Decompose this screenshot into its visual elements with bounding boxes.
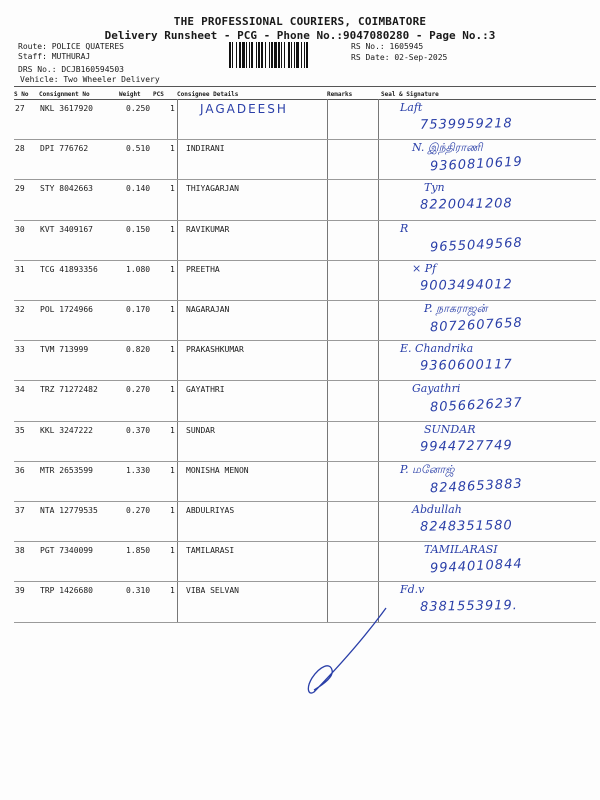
row-pcs: 1 — [170, 385, 175, 395]
row-consignee: INDIRANI — [186, 144, 225, 154]
row-divider — [14, 220, 596, 221]
col-header-consignment: Consignment No — [39, 91, 90, 98]
row-consignment-no: TCG 41893356 — [40, 264, 98, 274]
staff-label: Staff: MUTHURAJ — [18, 52, 91, 61]
row-consignment-no: DPI 776762 — [40, 144, 89, 154]
row-consignee: SUNDAR — [186, 425, 215, 435]
row-divider — [14, 421, 596, 422]
row-consignment-no: NTA 12779535 — [40, 506, 98, 515]
row-weight: 1.850 — [126, 546, 151, 556]
row-consignee: ABDULRIYAS — [186, 506, 235, 515]
row-divider — [14, 581, 596, 582]
signature-name: × Pf — [412, 261, 437, 275]
signature-phone: 9944727749 — [419, 437, 513, 455]
row-consignee: THIYAGARJAN — [186, 184, 239, 194]
row-pcs: 1 — [170, 546, 175, 556]
row-divider — [14, 501, 596, 502]
drs-number: DRS No.: DCJB160594503 — [18, 65, 124, 74]
row-weight: 0.510 — [126, 144, 151, 154]
signature-name: P. நாகராஜன் — [424, 302, 488, 315]
row-sno: 32 — [15, 305, 25, 314]
row-sno: 35 — [15, 425, 25, 435]
signature-phone: 8248653883 — [429, 476, 524, 497]
row-consignment-no: KVT 3409167 — [40, 224, 93, 234]
signature-phone: 9360600117 — [419, 357, 513, 374]
row-weight: 0.310 — [126, 586, 151, 596]
row-weight: 1.080 — [126, 264, 151, 274]
row-weight: 0.170 — [126, 305, 151, 314]
table-top-border — [14, 86, 596, 87]
row-pcs: 1 — [170, 465, 175, 475]
signature-phone: 7539959218 — [419, 116, 513, 133]
row-consignment-no: TVM 713999 — [40, 345, 89, 355]
signature-name: Tyn — [424, 181, 445, 195]
row-weight: 1.330 — [126, 465, 151, 475]
row-weight: 0.270 — [126, 506, 151, 515]
signature-phone: 9360810619 — [429, 154, 524, 175]
row-sno: 33 — [15, 345, 25, 355]
row-consignment-no: TRZ 71272482 — [40, 385, 98, 395]
row-sno: 34 — [15, 385, 25, 395]
row-pcs: 1 — [170, 586, 175, 596]
row-sno: 36 — [15, 465, 25, 475]
signature-name: TAMILARASI — [424, 543, 498, 557]
signature-name: N. இந்திராணி — [412, 141, 483, 155]
row-divider — [14, 139, 596, 140]
row-divider — [14, 300, 596, 301]
row-sno: 27 — [15, 104, 25, 113]
rs-date: RS Date: 02-Sep-2025 — [351, 53, 448, 62]
row-pcs: 1 — [170, 104, 175, 113]
row-weight: 0.270 — [126, 385, 151, 395]
row-pcs: 1 — [170, 506, 175, 515]
row-consignment-no: NKL 3617920 — [40, 104, 93, 113]
document-subtitle: Delivery Runsheet - PCG - Phone No.:9047080280 - Page No.:3 — [104, 29, 496, 42]
row-consignment-no: STY 8042663 — [40, 184, 93, 194]
row-divider — [14, 260, 596, 261]
column-divider — [177, 99, 178, 622]
row-consignee: PRAKASHKUMAR — [186, 345, 244, 355]
row-sno: 31 — [15, 264, 25, 274]
col-header-pcs: PCS — [153, 91, 164, 98]
row-sno: 29 — [15, 184, 25, 194]
col-header-consignee: Consignee Details — [177, 91, 239, 98]
col-header-sno: S No — [14, 91, 29, 98]
signature-phone: 8220041208 — [419, 196, 513, 214]
handwritten-consignee: JAGADEESH — [200, 102, 288, 116]
driver-signature — [290, 600, 400, 700]
row-pcs: 1 — [170, 144, 175, 154]
signature-name: Gayathri — [412, 382, 461, 396]
row-divider — [14, 179, 596, 180]
rs-number: RS No.: 1605945 — [351, 42, 424, 51]
row-sno: 39 — [15, 586, 25, 596]
signature-phone: 8072607658 — [429, 315, 524, 336]
route-label: Route: POLICE QUATERES — [18, 42, 124, 51]
row-consignment-no: POL 1724966 — [40, 305, 93, 314]
row-consignee: PREETHA — [186, 264, 220, 274]
row-weight: 0.150 — [126, 224, 151, 234]
row-consignment-no: MTR 2653599 — [40, 465, 93, 475]
col-header-seal: Seal & Signature — [381, 91, 439, 98]
row-consignee: NAGARAJAN — [186, 305, 230, 314]
row-consignment-no: PGT 7340099 — [40, 546, 93, 556]
row-sno: 38 — [15, 546, 25, 556]
signature-phone: 9003494012 — [419, 276, 513, 294]
row-weight: 0.250 — [126, 104, 151, 113]
signature-name: SUNDAR — [424, 422, 476, 436]
row-divider — [14, 340, 596, 341]
row-weight: 0.370 — [126, 425, 151, 435]
row-sno: 30 — [15, 224, 25, 234]
row-pcs: 1 — [170, 184, 175, 194]
signature-phone: 9655049568 — [429, 235, 524, 256]
row-divider — [14, 461, 596, 462]
row-pcs: 1 — [170, 345, 175, 355]
row-pcs: 1 — [170, 264, 175, 274]
signature-name: Abdullah — [412, 503, 462, 516]
signature-phone: 8056626237 — [429, 395, 524, 416]
signature-name: R — [400, 221, 409, 235]
row-consignee: RAVIKUMAR — [186, 224, 230, 234]
row-divider — [14, 541, 596, 542]
row-consignment-no: TRP 1426680 — [40, 586, 93, 596]
row-consignment-no: KKL 3247222 — [40, 425, 93, 435]
row-consignee: TAMILARASI — [186, 546, 235, 556]
signature-phone: 8381553919. — [419, 598, 518, 616]
column-divider — [327, 99, 328, 622]
column-divider — [378, 99, 379, 622]
row-sno: 37 — [15, 506, 25, 515]
row-divider — [14, 380, 596, 381]
row-consignee: VIBA SELVAN — [186, 586, 239, 596]
signature-phone: 8248351580 — [419, 518, 513, 535]
row-consignee: MONISHA MENON — [186, 465, 249, 475]
row-weight: 0.820 — [126, 345, 151, 355]
table-header-border — [14, 99, 596, 100]
row-pcs: 1 — [170, 305, 175, 314]
signature-name: E. Chandrika — [400, 342, 474, 356]
signature-phone: 9944010844 — [429, 556, 524, 577]
signature-name: P. மனோஜ் — [400, 462, 455, 476]
row-sno: 28 — [15, 144, 25, 154]
document-title: THE PROFESSIONAL COURIERS, COIMBATORE — [173, 15, 427, 28]
row-pcs: 1 — [170, 425, 175, 435]
signature-name: Fd.v — [400, 583, 425, 597]
barcode — [229, 42, 348, 68]
signature-name: Laft — [400, 101, 423, 114]
col-header-weight: Weight — [119, 91, 141, 98]
col-header-remarks: Remarks — [327, 91, 353, 98]
row-consignee: GAYATHRI — [186, 385, 225, 395]
row-pcs: 1 — [170, 224, 175, 234]
row-weight: 0.140 — [126, 184, 151, 194]
vehicle-label: Vehicle: Two Wheeler Delivery — [20, 75, 160, 84]
